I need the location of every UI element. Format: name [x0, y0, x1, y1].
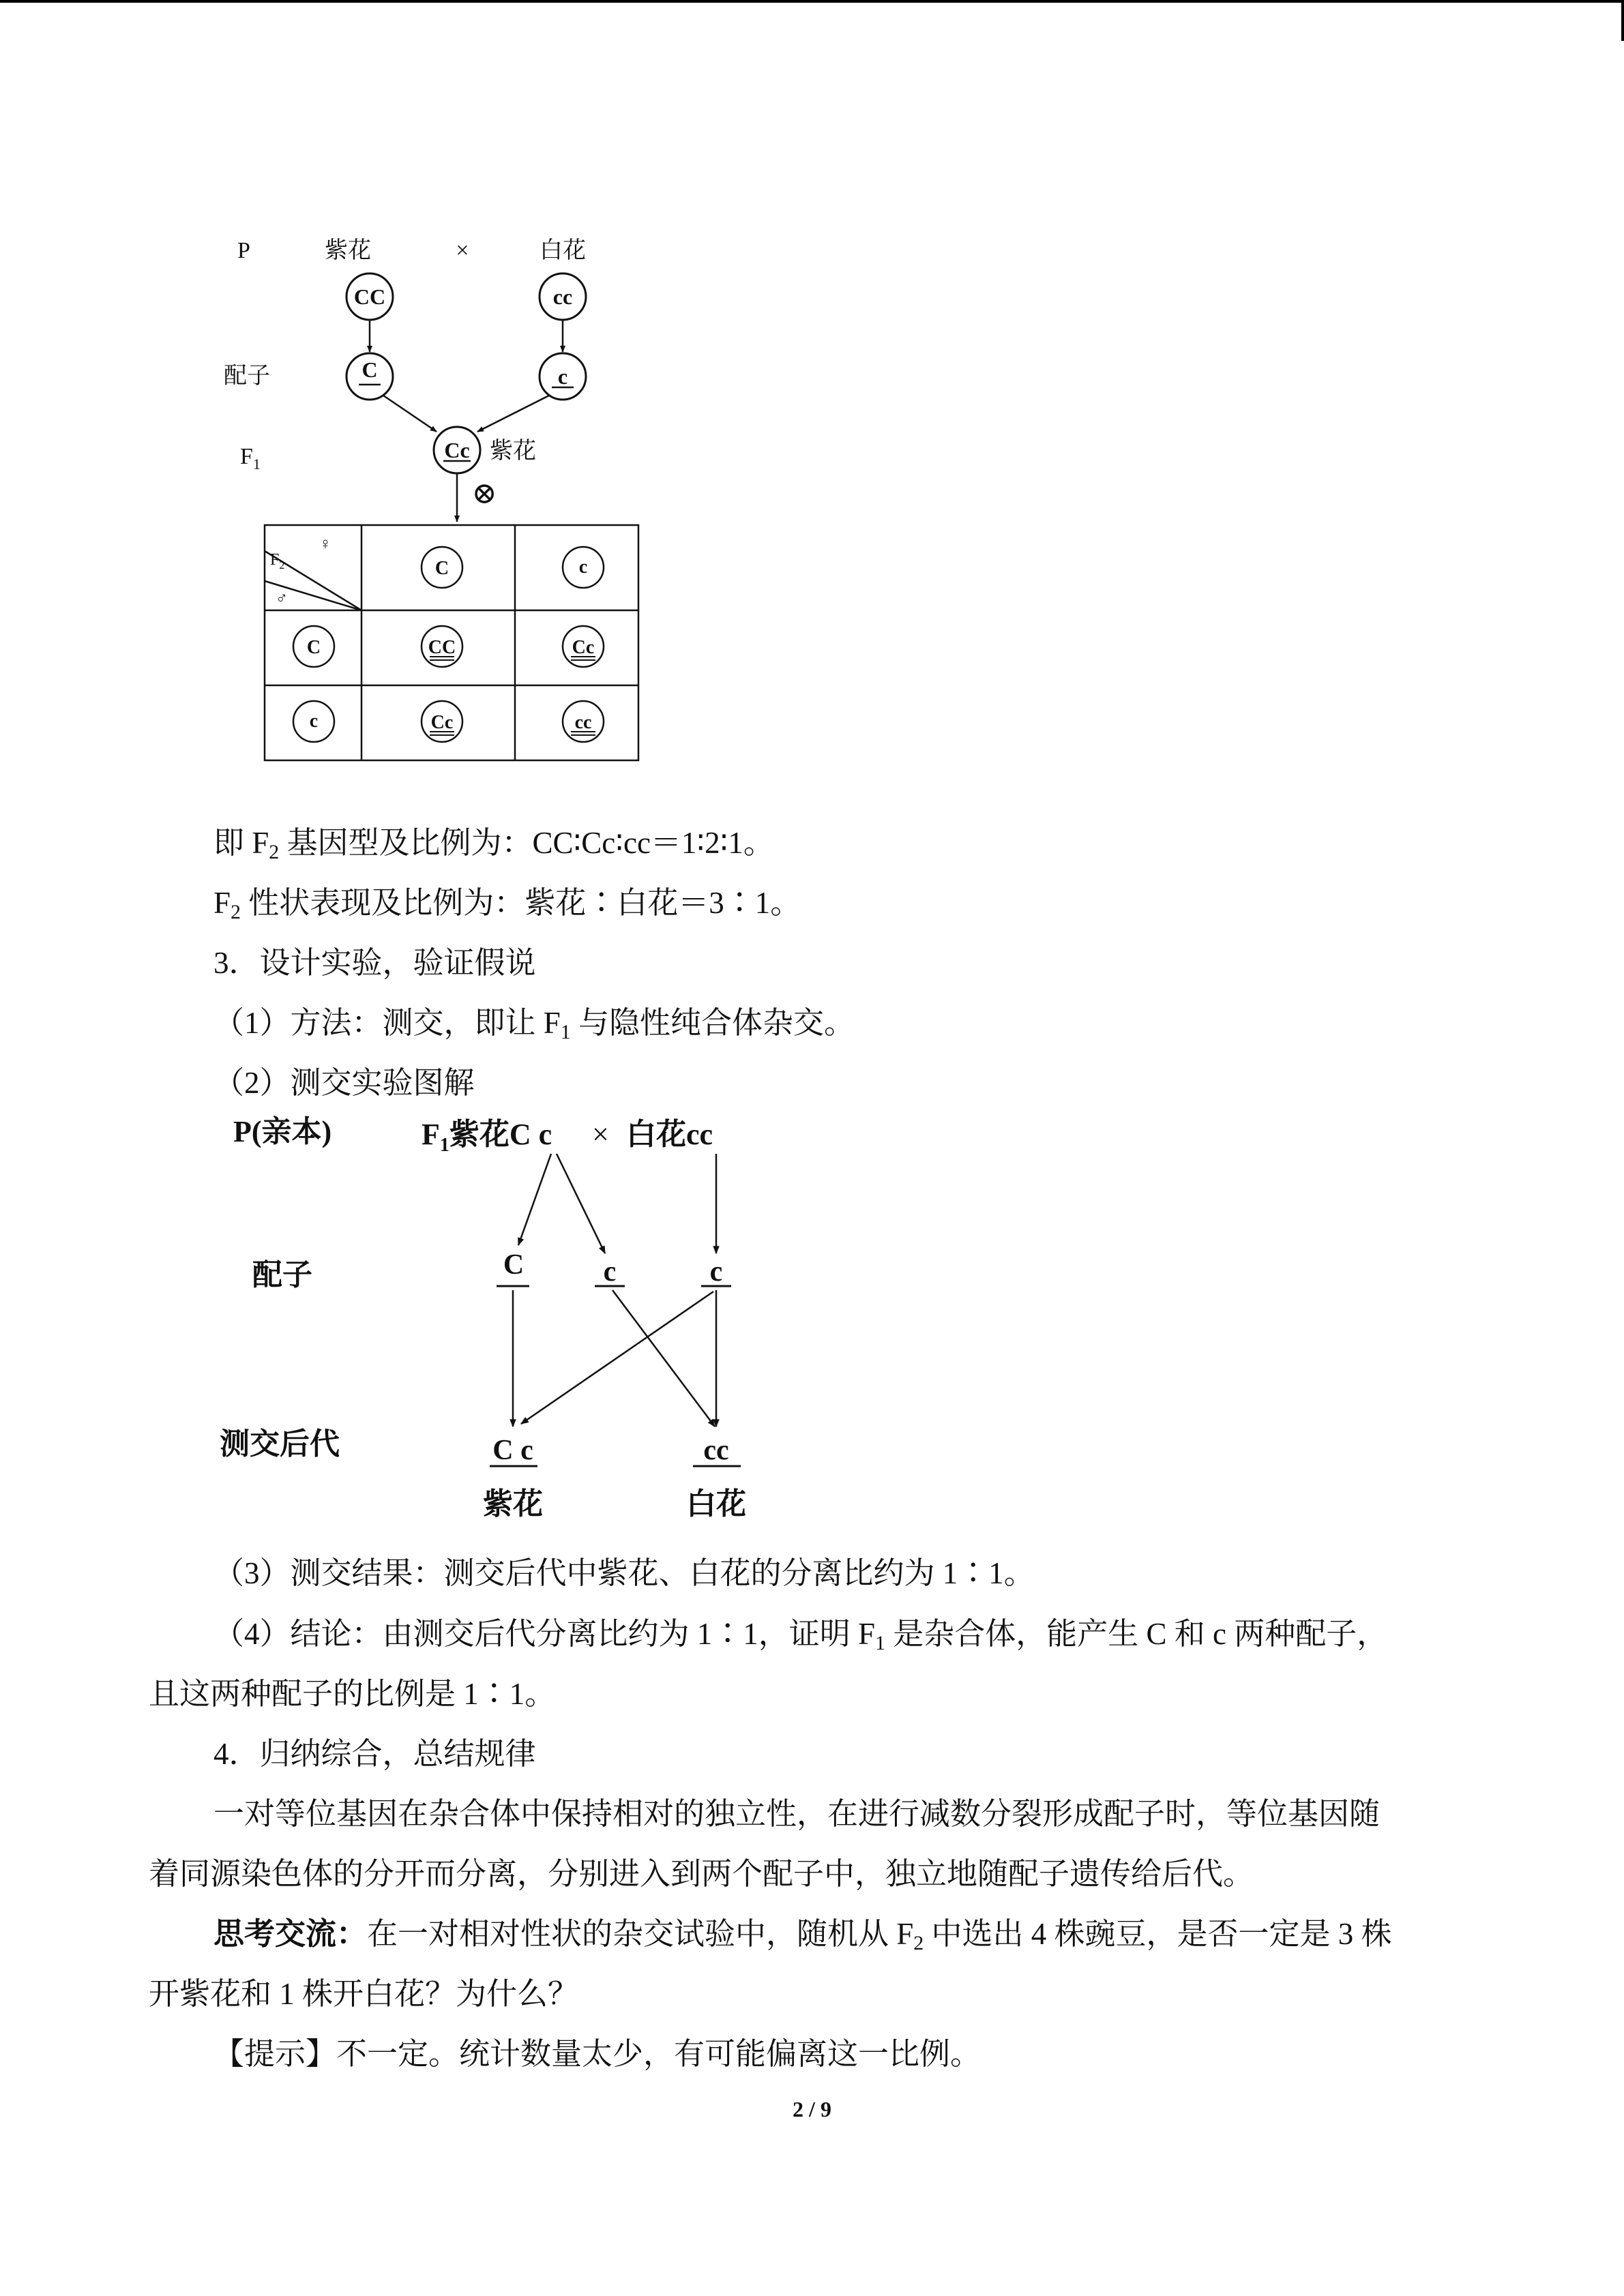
f2-phenotype-ratio: $F_2$ 性状表现及比例为：紫花∶白花＝3∶1。 [213, 886, 801, 923]
offspring-label: 测交后代 [220, 1427, 340, 1461]
section-4-heading: 4．归纳综合，总结规律 [213, 1737, 536, 1771]
punnett-row-header: c [309, 711, 319, 732]
parent-purple-label: 紫花 [325, 238, 371, 263]
punnett-corner-f2: $F_2$ [270, 551, 285, 571]
think-line-1: 思考交流：在一对相对性状的杂交试验中，随机从 $F_2$ 中选出 4 株豌豆，是否一定是 3 株 [213, 1917, 1392, 1954]
punnett-col-header: C [434, 558, 449, 579]
testcross-diagram [205, 1105, 818, 1527]
testcross-gamete-C: C [503, 1249, 525, 1281]
page-number: 2 / 9 [793, 2097, 831, 2121]
white-parent: 白花cc [626, 1118, 713, 1151]
testcross-diagram-title: （2）测交实验图解 [213, 1066, 475, 1100]
testcross-gamete-c: c [709, 1256, 723, 1287]
cross-symbol: × [456, 238, 469, 263]
section-3-heading: 3．设计实验，验证假说 [213, 946, 536, 980]
conclusion-line-2: 且这两种配子的比例是 1∶1。 [149, 1677, 556, 1711]
testcross-gamete-c: c [603, 1256, 617, 1287]
hint-line: 【提示】不一定。统计数量太少，有可能偏离这一比例。 [213, 2037, 981, 2071]
parent-white-label: 白花 [540, 238, 586, 263]
f1-label: $F_1$ [240, 444, 261, 473]
cross-diagram [205, 225, 682, 771]
law-line-2: 着同源染色体的分开而分离，分别进入到两个配子中，独立地随配子遗传给后代。 [149, 1857, 1254, 1891]
punnett-cell: cc [574, 712, 592, 733]
offspring-phenotype: 紫花 [483, 1487, 543, 1521]
female-symbol: ♀ [319, 535, 331, 553]
gamete-c: c [557, 364, 568, 389]
f2-genotype-ratio: 即 $F_2$ 基因型及比例为：CC∶Cc∶cc＝1∶2∶1。 [213, 826, 774, 863]
testcross-result: （3）测交结果：测交后代中紫花、白花的分离比约为 1∶1。 [213, 1556, 1035, 1590]
cross-symbol: × [592, 1118, 609, 1151]
selfing-symbol: ⊗ [471, 477, 497, 510]
offspring-phenotype: 白花 [686, 1487, 746, 1521]
law-line-1: 一对等位基因在杂合体中保持相对的独立性，在进行减数分裂形成配子时，等位基因随 [213, 1797, 1381, 1831]
gamete-C: C [361, 357, 378, 382]
think-label: 思考交流： [213, 1917, 368, 1951]
top-border [0, 0, 1624, 3]
punnett-cell: Cc [430, 712, 454, 733]
f1-phenotype: 紫花 [490, 438, 536, 464]
method-text: （1）方法：测交，即让 $F_1$ 与隐性纯合体杂交。 [213, 1006, 855, 1043]
gametes-label: 配子 [252, 1258, 312, 1292]
hint-label: 【提示】 [213, 2037, 337, 2071]
offspring-genotype: cc [703, 1435, 729, 1466]
right-border [1621, 0, 1624, 41]
punnett-cell: CC [428, 637, 456, 658]
punnett-col-header: c [578, 556, 588, 578]
conclusion-line-1: （4）结论：由测交后代分离比约为 1∶1，证明 $F_1$ 是杂合体，能产生 C 和 c 两种配子， [213, 1617, 1388, 1654]
parent-genotype-CC: CC [353, 284, 386, 309]
row-label-p: P [237, 238, 250, 263]
male-symbol: ♂ [276, 590, 288, 608]
offspring-genotype: C c [492, 1435, 533, 1466]
f1-genotype: Cc [444, 438, 470, 462]
parent-genotype-cc: cc [552, 284, 573, 309]
f1-parent: $F_1$紫花C c [422, 1118, 552, 1156]
punnett-cell: Cc [572, 637, 595, 658]
punnett-row-header: C [306, 637, 321, 658]
think-line-2: 开紫花和 1 株开白花？为什么？ [149, 1977, 579, 2011]
gametes-label: 配子 [224, 363, 270, 389]
parent-label: P(亲本) [233, 1115, 332, 1148]
